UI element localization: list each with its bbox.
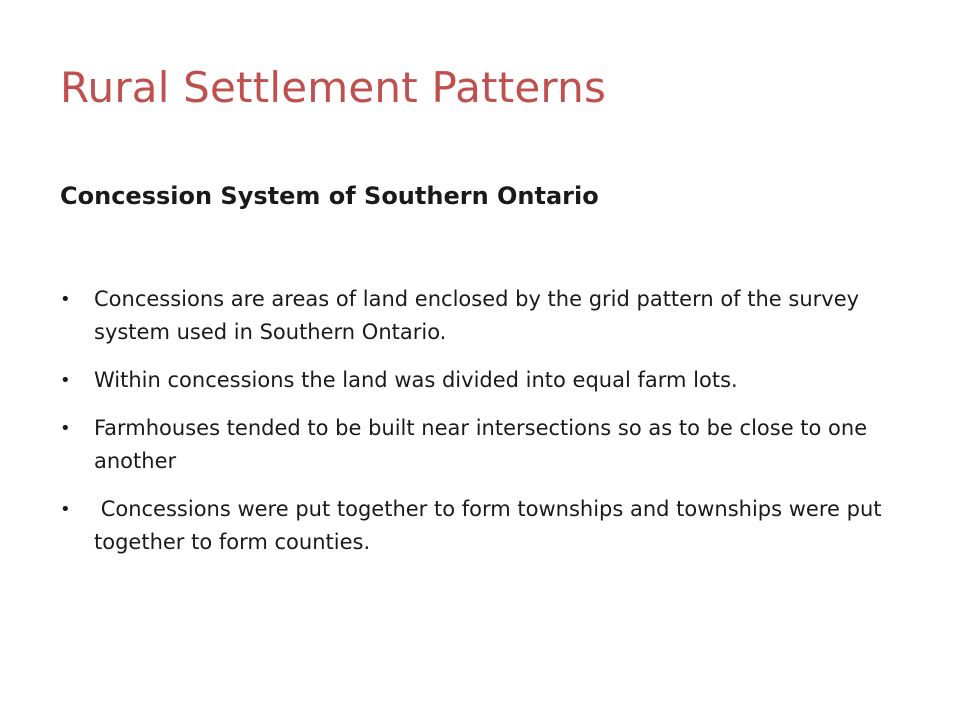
bullet-item: [60, 493, 900, 559]
bullet-item: [60, 283, 900, 349]
bullet-text: Concessions were put together to form townships and townships were put together to form counties.: [94, 497, 889, 554]
bullet-list: [60, 283, 900, 574]
bullet-icon: •: [60, 418, 71, 439]
bullet-item: [60, 364, 900, 397]
bullet-item: [60, 412, 900, 478]
bullet-icon: •: [60, 289, 71, 310]
bullet-text: Farmhouses tended to be built near intersections so as to be close to one another: [94, 416, 868, 473]
bullet-icon: •: [60, 499, 71, 520]
slide-title: Rural Settlement Patterns: [60, 63, 607, 112]
bullet-icon: •: [60, 370, 71, 391]
bullet-text: Concessions are areas of land enclosed by the grid pattern of the survey system used in Southern Ontario.: [94, 287, 860, 344]
slide-subtitle: Concession System of Southern Ontario: [60, 182, 599, 210]
bullet-text: Within concessions the land was divided into equal farm lots.: [94, 368, 738, 392]
